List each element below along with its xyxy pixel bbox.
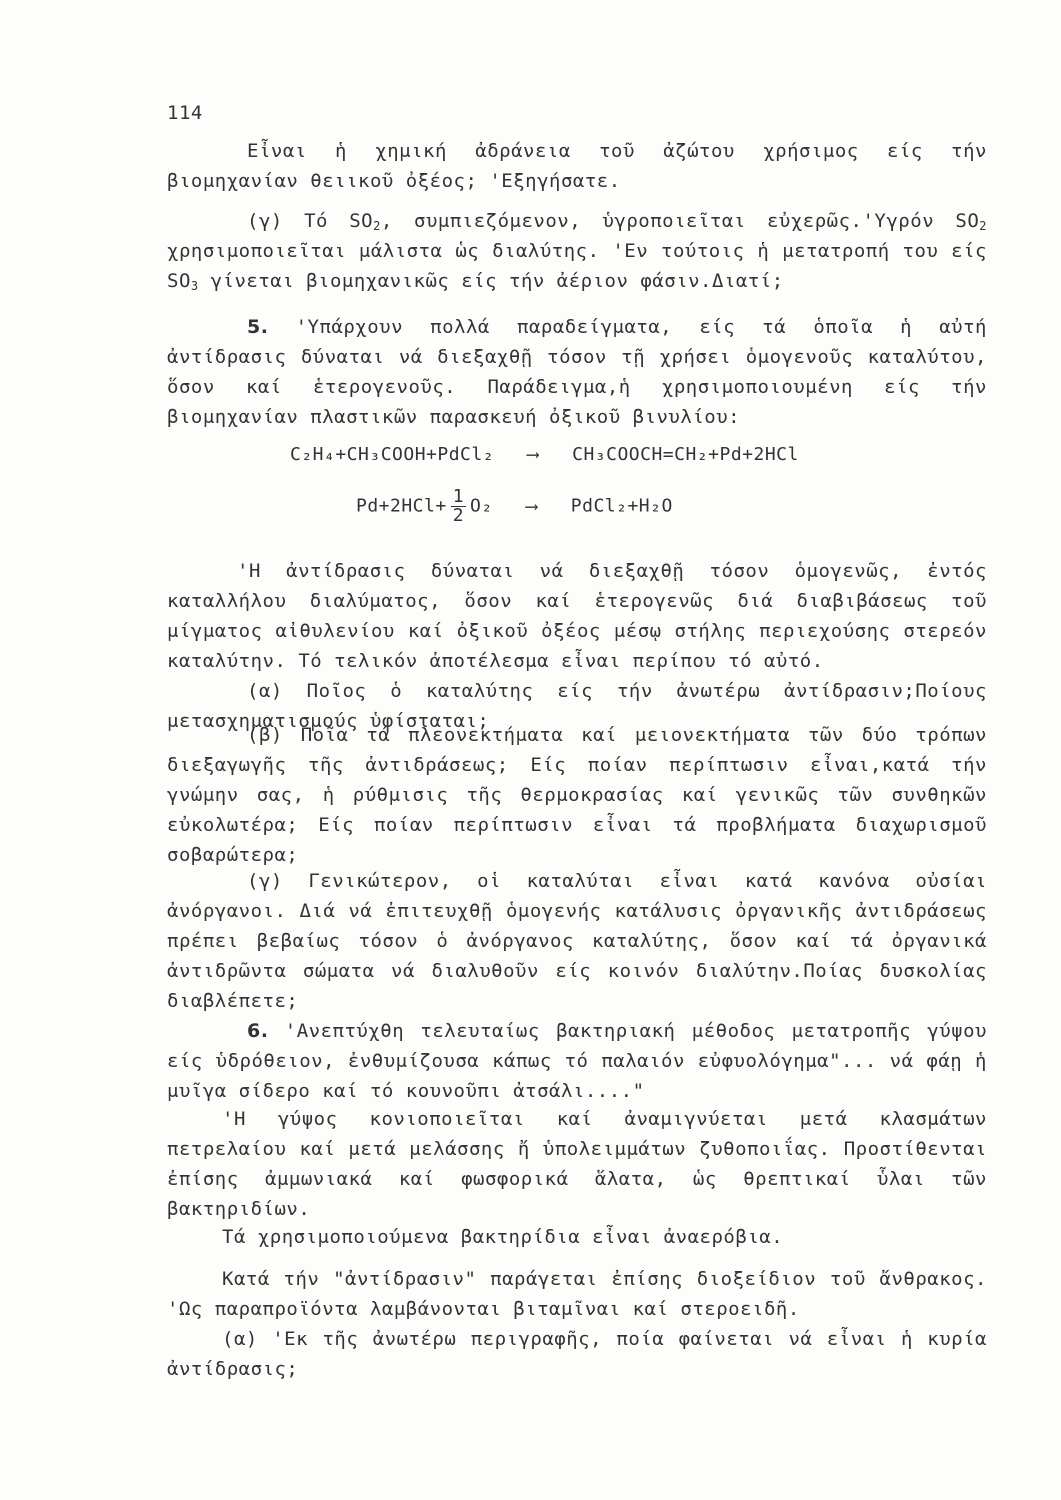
question-number: 6. [247,1020,269,1042]
paragraph: Κατά τήν "ἀντίδρασιν" παράγεται ἐπίσης διοξείδιον τοῦ ἄνθρακος. 'Ως παραπροϊόντα λαμβάνονται βιταμῖναι καί στεροειδῆ. [167,1268,987,1320]
paragraph: (α) 'Εκ τῆς ἀνωτέρω περιγραφῆς, ποία φαίνεται νά εἶναι ἡ κυρία ἀντίδρασις; [167,1328,987,1380]
paragraph: 6. 'Ανεπτύχθη τελευταίως βακτηριακή μέθοδος μετατροπῆς γύψου είς ὑδρόθειον, ἐνθυμίζουσα κάπως τό παλαιόν εὐφυολόγημα"... νά φάῃ ἡ μυῖγα σίδερο καί τό κουνοῦπι ἀτσάλι...." [167,1020,987,1102]
paragraph: (γ) Τό $SO_2$, συμπιεζόμενον, ὑγροποιεῖται εὐχερῶς.'Υγρόν $SO_2$ χρησιμοποιεῖται μάλιστα ὡς διαλύτης. 'Εν τούτοις ἡ μετατροπή του είς $SO_3$ γίνεται βιομηχανικῶς είς τήν ἀέριον φάσιν.Διατί; [167,210,988,293]
question-5c [167,866,987,1016]
paragraph: (β) Ποῖα τά πλεονεκτήματα καί μειονεκτήματα τῶν δύο τρόπων διεξαγωγῆς τῆς ἀντιδράσεως; Είς ποίαν περίπτωσιν εἶναι,κατά τήν γνώμην σας, ἡ ρύθμισις τῆς θερμοκρασίας καί γενικῶς τῶν συνθηκῶν εὐκολωτέρα; Είς ποίαν περίπτωσιν εἶναι τά προβλήματα διαχωρισμοῦ σοβαρώτερα; [167,724,987,866]
reaction-arrow-icon: ⟶ [526,495,538,517]
question-6-p2 [167,1104,987,1224]
question-6-p4 [167,1264,987,1324]
equation-2 [356,488,673,525]
question-5b [167,720,987,870]
question-6a [167,1324,987,1384]
question-5 [167,312,987,432]
paragraph: 5. 'Υπάρχουν πολλά παραδείγματα, είς τά ὁποῖα ἡ αὐτή ἀντίδρασις δύναται νά διεξαχθῇ τόσον τῇ χρήσει ὁμογενοῦς καταλύτου, ὅσον καί ἑτερογενοῦς. Παράδειγμα,ἡ χρησιμοποιουμένη είς τήν βιομηχανίαν πλαστικῶν παρασκευή ὀξικοῦ βινυλίου: [167,316,987,428]
question-4-continued [167,136,987,196]
equation-1 [290,440,799,470]
reaction-arrow-icon: ⟶ [527,444,539,465]
paragraph: Τά χρησιμοποιούμενα βακτηρίδια εἶναι ἀναερόβια. [222,1226,784,1248]
paragraph: (α) Ποῖος ὁ καταλύτης είς τήν ἀνωτέρω ἀντίδρασιν;Ποίους μετασχηματισμούς ὑφίσταται; [167,680,987,732]
paragraph: Εἶναι ἡ χημική ἀδράνεια τοῦ ἀζώτου χρήσιμος είς τήν βιομηχανίαν θειικοῦ ὀξέος; 'Εξηγήσατε. [167,140,987,192]
paragraph: (γ) Γενικώτερον, οἱ καταλύται εἶναι κατά κανόνα οὐσίαι ἀνόργανοι. Διά νά ἐπιτευχθῇ ὁμογενής κατάλυσις ὀργανικῆς ἀντιδράσεως πρέπει βεβαίως τόσον ὁ ἀνόργανος καταλύτης, ὅσον καί τά ὀργανικά ἀντιδρῶντα σώματα νά διαλυθοῦν είς κοινόν διαλύτην.Ποίας δυσκολίας διαβλέπετε; [167,870,987,1012]
equation-reactants: C₂H₄+CH₃COOH+PdCl₂ [290,444,495,465]
fraction: $\frac{1}{2}$ [452,486,465,526]
question-4c [167,206,987,296]
equation-products: PdCl₂+H₂O [570,495,673,517]
question-6-p3 [167,1222,987,1252]
question-6 [167,1016,987,1106]
paragraph: 'Η γύψος κονιοποιεῖται καί ἀναμιγνύεται μετά κλασμάτων πετρελαίου καί μετά μελάσσης ἤ ὑπολειμμάτων ζυθοποιΐας. Προστίθενται ἐπίσης ἀμμωνιακά καί φωσφορικά ἅλατα, ὡς θρεπτικαί ὗλαι τῶν βακτηριδίων. [167,1108,987,1220]
paragraph: 'Η ἀντίδρασις δύναται νά διεξαχθῇ τόσον ὁμογενῶς, ἐντός καταλλήλου διαλύματος, ὅσον καί ἑτερογενῶς διά διαβιβάσεως τοῦ μίγματος αἰθυλενίου καί ὀξικοῦ ὀξέος μέσῳ στήλης περιεχούσης στερεόν καταλύτην. Τό τελικόν ἀποτέλεσμα εἶναι περίπου τό αὐτό. [167,560,987,672]
equation-reactants: Pd+2HCl+ [356,495,447,517]
question-5-body [167,556,987,676]
equation-products: CH₃COOCH=CH₂+Pd+2HCl [572,444,799,465]
equation-reactants: O₂ [470,495,493,517]
question-number: 5. [247,316,269,338]
page-number: 114 [167,102,203,124]
